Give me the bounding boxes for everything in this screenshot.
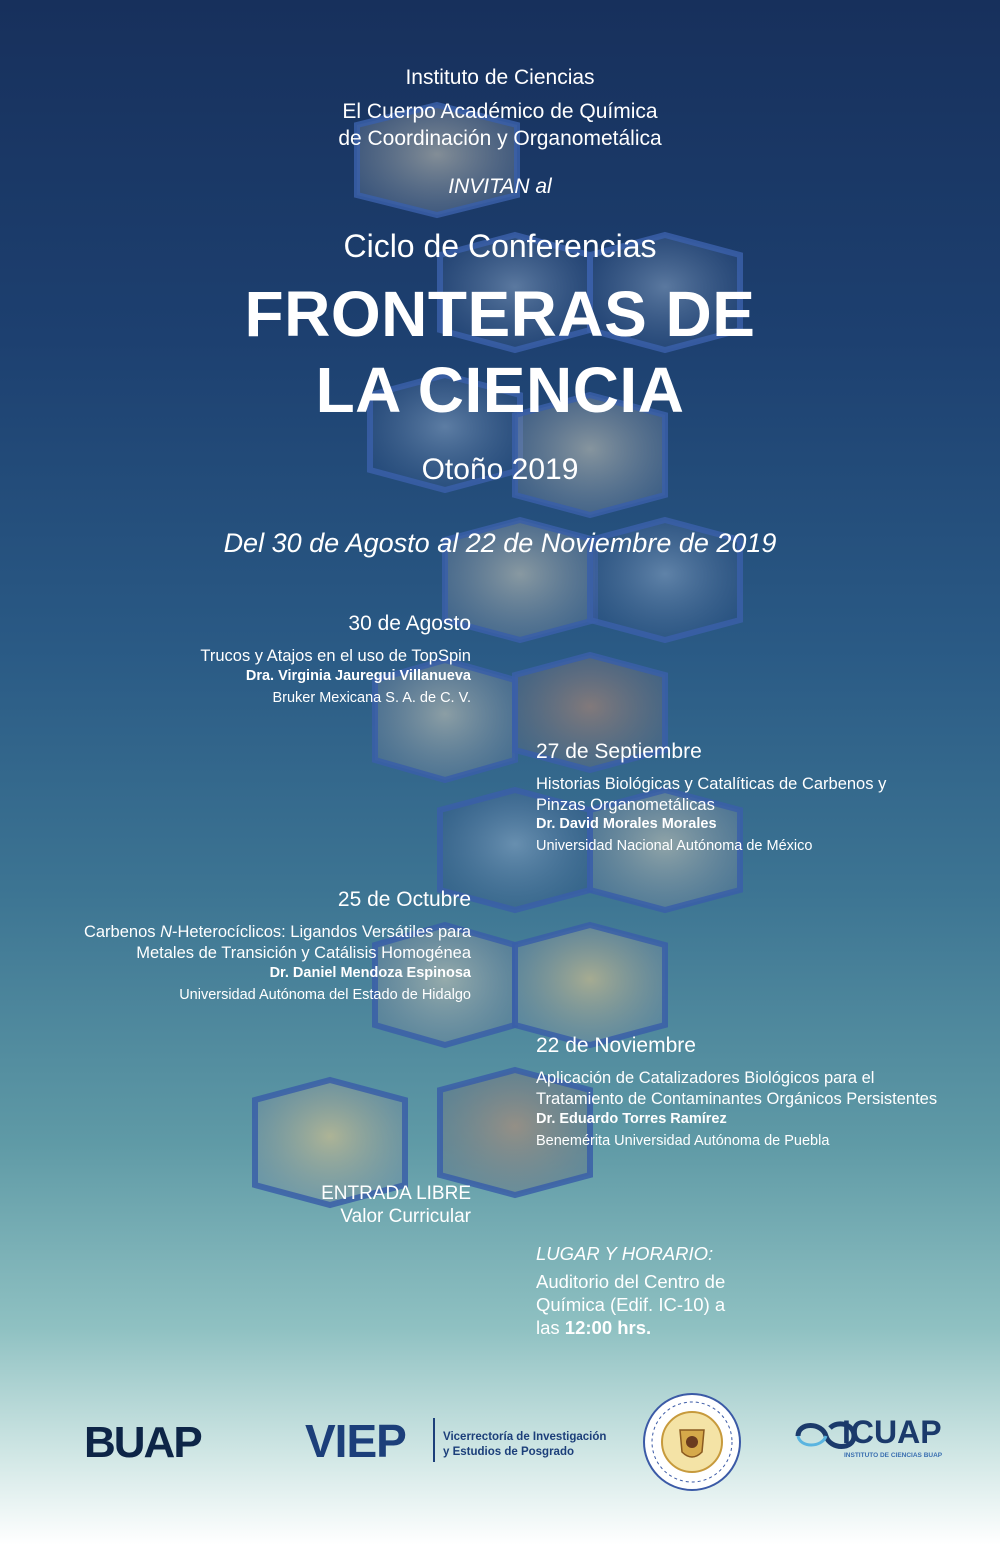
organizer-institute: Instituto de Ciencias bbox=[405, 66, 595, 89]
title-line2: LA CIENCIA bbox=[315, 354, 685, 426]
icuap-wordmark: ICUAP bbox=[842, 1414, 942, 1450]
curricular-value: Valor Curricular bbox=[340, 1206, 471, 1227]
icuap-logo bbox=[790, 1408, 950, 1468]
event-2 bbox=[536, 740, 976, 854]
venue-line2: Química (Edif. IC-10) a bbox=[536, 1294, 726, 1315]
date-range: Del 30 de Agosto al 22 de Noviembre de 2019 bbox=[223, 528, 777, 558]
viep-caption: Vicerrectoría de Investigación y Estudios de Posgrado bbox=[443, 1431, 607, 1458]
organizer-group-line1: El Cuerpo Académico de Química bbox=[342, 100, 658, 123]
event-talk-title-line1: Aplicación de Catalizadores Biológicos para el bbox=[536, 1069, 875, 1087]
event-speaker: Dr. Eduardo Torres Ramírez bbox=[536, 1111, 727, 1127]
admission bbox=[200, 1182, 471, 1228]
event-institution: Universidad Autónoma del Estado de Hidalgo bbox=[179, 987, 471, 1003]
event-date: 22 de Noviembre bbox=[536, 1034, 696, 1057]
venue bbox=[536, 1242, 836, 1339]
event-institution: Universidad Nacional Autónoma de México bbox=[536, 838, 813, 854]
free-entry: ENTRADA LIBRE bbox=[321, 1183, 471, 1204]
hex-tile bbox=[515, 925, 665, 1045]
event-date: 25 de Octubre bbox=[337, 888, 471, 911]
event-talk-title-line2: Metales de Transición y Catálisis Homogénea bbox=[136, 944, 471, 962]
viep-wordmark: VIEP bbox=[305, 1415, 406, 1467]
event-institution: Benemérita Universidad Autónoma de Puebla bbox=[536, 1133, 830, 1149]
icuap-caption: INSTITUTO DE CIENCIAS BUAP bbox=[844, 1452, 943, 1459]
event-talk-title-line1: Carbenos N-Heterocíclicos: Ligandos Versátiles para bbox=[83, 923, 471, 941]
event-talk-title-line2: Tratamiento de Contaminantes Orgánicos Persistentes bbox=[536, 1090, 938, 1108]
chemistry-program-seal bbox=[640, 1390, 744, 1494]
event-speaker: Dr. David Morales Morales bbox=[536, 816, 717, 832]
event-talk-title: Trucos y Atajos en el uso de TopSpin bbox=[200, 647, 471, 665]
buap-logo: BUAP bbox=[84, 1418, 201, 1467]
event-talk-title-line2: Pinzas Organometálicas bbox=[536, 796, 715, 814]
seal-icon bbox=[640, 1390, 744, 1494]
event-institution: Bruker Mexicana S. A. de C. V. bbox=[272, 690, 471, 706]
title-line1: FRONTERAS DE bbox=[244, 278, 756, 350]
event-4 bbox=[536, 1034, 986, 1149]
venue-line1: Auditorio del Centro de bbox=[536, 1271, 726, 1292]
event-talk-title-line1: Historias Biológicas y Catalíticas de Carbenos y bbox=[536, 775, 887, 793]
venue-heading: LUGAR Y HORARIO: bbox=[536, 1243, 714, 1264]
season: Otoño 2019 bbox=[421, 453, 579, 486]
viep-divider bbox=[433, 1418, 435, 1462]
event-speaker: Dra. Virginia Jauregui Villanueva bbox=[245, 668, 471, 684]
event-date: 30 de Agosto bbox=[348, 612, 471, 635]
event-speaker: Dr. Daniel Mendoza Espinosa bbox=[269, 965, 471, 981]
event-3 bbox=[20, 888, 471, 1003]
event-date: 27 de Septiembre bbox=[536, 740, 702, 763]
event-1 bbox=[30, 612, 471, 706]
invitation-text: INVITAN al bbox=[448, 175, 552, 198]
organizer-group-line2: de Coordinación y Organometálica bbox=[338, 127, 662, 150]
venue-line3: las 12:00 hrs. bbox=[536, 1317, 652, 1338]
cycle-subtitle: Ciclo de Conferencias bbox=[343, 228, 657, 264]
viep-logo bbox=[305, 1410, 605, 1470]
